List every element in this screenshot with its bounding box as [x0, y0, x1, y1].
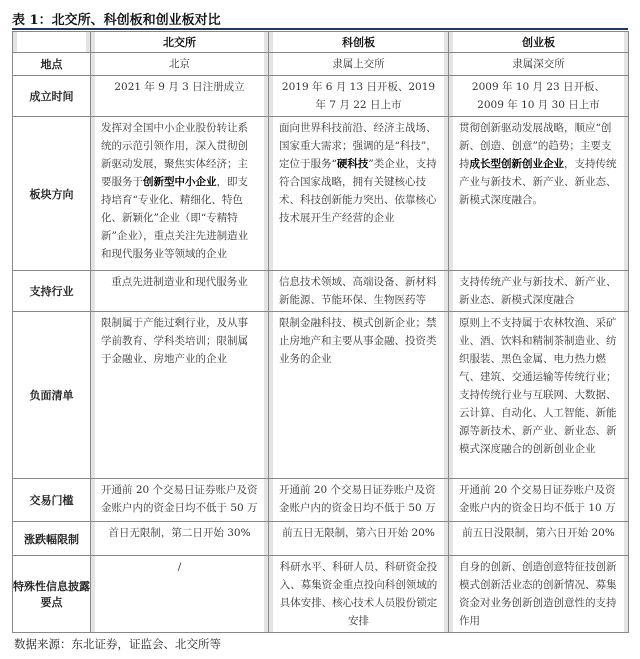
cell-bj-disclosure: / [91, 556, 269, 633]
cell-cy-direction: 贯彻创新驱动发展战略，顺应“创新、创造、创意”的趋势；主要支持成长型创新创业企业，支持传统产业与新技术、新产业、新业态、新模式深度融合。 [449, 117, 629, 271]
caption-rule [12, 28, 628, 30]
row-label-industry: 支持行业 [13, 271, 91, 312]
cell-kc-limit: 前五日无限制，第六日开始 20% [269, 522, 449, 556]
cell-kc-established: 2019 年 6 月 13 日开板、2019 年 7 月 22 日上市 [269, 76, 449, 117]
cell-kc-disclosure: 科研水平、科研人员、科研资金投入、募集资金重点投向科创领域的具体安排、核心技术人员股份锁定安排 [269, 556, 449, 633]
header-row [13, 32, 629, 53]
cell-kc-negative: 限制金融科技、模式创新企业；禁止房地产和主要从事金融、投资类业务的企业 [269, 312, 449, 479]
table-row [13, 522, 629, 556]
cell-bj-location: 北京 [91, 53, 269, 76]
table-row [13, 312, 629, 479]
cell-kc-industry: 信息技术领域、高端设备、新材料新能源、节能环保、生物医药等 [269, 271, 449, 312]
table-row [13, 76, 629, 117]
header-beijing: 北交所 [91, 32, 269, 53]
cell-bj-established: 2021 年 9 月 3 日注册成立 [91, 76, 269, 117]
cell-cy-limit: 前五日没限制，第六日开始 20% [449, 522, 629, 556]
emphasis-text: 硬科技 [336, 158, 369, 170]
emphasis-text: 成长型创新创业企业 [469, 158, 564, 170]
header-corner [13, 32, 91, 53]
data-source-note: 数据来源：东北证券，证监会、北交所等 [14, 637, 221, 651]
row-label-location: 地点 [13, 53, 91, 76]
cell-bj-industry: 重点先进制造业和现代服务业 [91, 271, 269, 312]
cell-cy-negative: 原则上不支持属于农林牧渔、采矿业、酒、饮料和精制茶制造业、纺织服装、黑色金属、电力热力燃气、建筑、交通运输等传统行业；支持传统行业与互联网、大数据、云计算、自动化、人工智能、新能源等新技术、新产业、新业态、新模式深度融合的创新创业企业 [449, 312, 629, 479]
table-caption: 表 1：北交所、科创板和创业板对比 [12, 13, 221, 28]
table-row [13, 556, 629, 633]
row-label-threshold: 交易门槛 [13, 479, 91, 522]
table-row [13, 53, 629, 76]
cell-bj-direction: 发挥对全国中小企业股份转让系统的示范引领作用，深入贯彻创新驱动发展，聚焦实体经济；主要服务于创新型中小企业，即支持培育“专业化、精细化、特色化、新颖化”企业（即“专精特新”企业），重点关注先进制造业和现代服务业等领域的企业 [91, 117, 269, 271]
cell-bj-negative: 限制属于产能过剩行业，及从事学前教育、学科类培训；限制属于金融业、房地产业的企业 [91, 312, 269, 479]
cell-bj-threshold: 开通前 20 个交易日证券账户及资金账户内的资金日均不低于 50 万 [91, 479, 269, 522]
row-label-direction: 板块方向 [13, 117, 91, 271]
header-chinext: 创业板 [449, 32, 629, 53]
cell-cy-location: 隶属深交所 [449, 53, 629, 76]
row-label-disclosure: 特殊性信息披露要点 [13, 556, 91, 633]
emphasis-text: 创新型中小企业 [143, 176, 217, 188]
cell-kc-threshold: 开通前 20 个交易日证券账户及资金账户内的资金日均不低于 50 万 [269, 479, 449, 522]
header-star-market: 科创板 [269, 32, 449, 53]
cell-kc-location: 隶属上交所 [269, 53, 449, 76]
cell-kc-direction: 面向世界科技前沿、经济主战场、国家重大需求；强调的是“科技”，定位于服务“硬科技”类企业，支持符合国家战略，拥有关键核心技术、科技创新能力突出、依靠核心技术展开生产经营的企业 [269, 117, 449, 271]
cell-cy-threshold: 开通前 20 个交易日证券账户及资金账户内的资金日均不低于 10 万 [449, 479, 629, 522]
row-label-established: 成立时间 [13, 76, 91, 117]
cell-bj-limit: 首日无限制，第二日开始 30% [91, 522, 269, 556]
cell-cy-disclosure: 自身的创新、创造创意特征技创新模式创新活业态的创新情况、募集资金对业务创新创造创意性的支持作用 [449, 556, 629, 633]
table-row [13, 271, 629, 312]
table-row [13, 117, 629, 271]
cell-cy-established: 2009 年 10 月 23 日开板、2009 年 10 月 30 日上市 [449, 76, 629, 117]
cell-cy-industry: 支持传统产业与新技术、新产业、新业态、新模式深度融合 [449, 271, 629, 312]
row-label-price-limit: 涨跌幅限制 [13, 522, 91, 556]
row-label-negative-list: 负面清单 [13, 312, 91, 479]
table-row [13, 479, 629, 522]
comparison-table [12, 31, 629, 633]
